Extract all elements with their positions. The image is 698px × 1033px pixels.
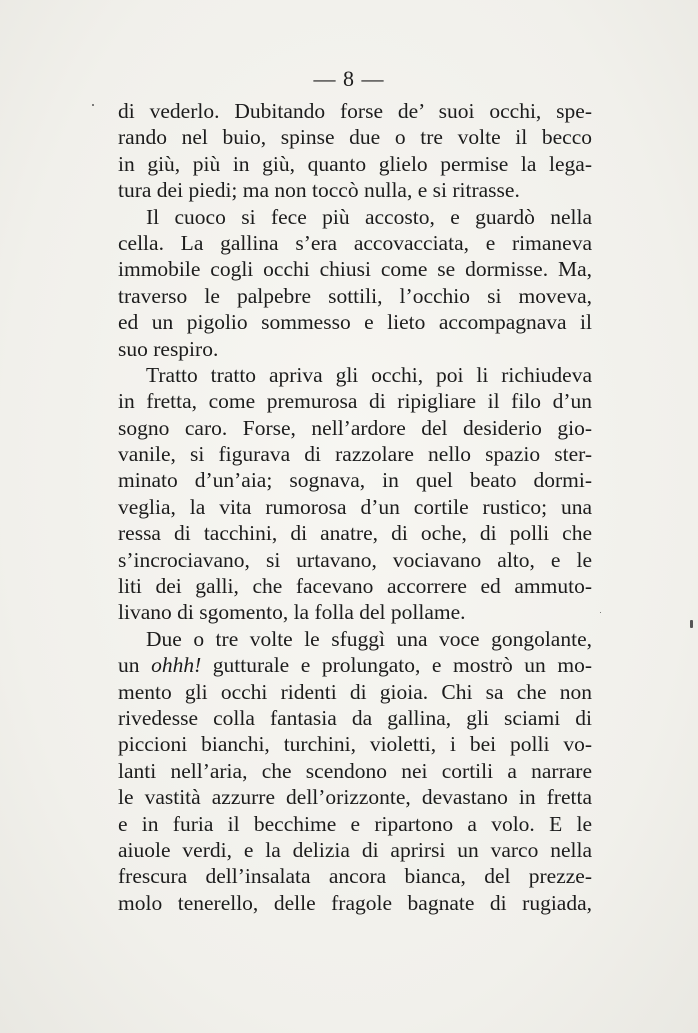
text-line: traverso le palpebre sottili, l’occhio si moveva, — [118, 283, 592, 308]
text-line: frescura dell’insalata ancora bianca, del prezze- — [118, 864, 592, 889]
text-line: cella. La gallina s’era accovacciata, e rimaneva — [118, 230, 592, 255]
text-line: in giù, più in giù, quanto glielo permise la lega- — [118, 151, 592, 176]
text-line: suo respiro. — [118, 336, 219, 361]
text-line: Due o tre volte le sfuggì una voce gongolante, — [146, 626, 592, 651]
text-fragment: un — [118, 653, 152, 678]
text-line: in fretta, come premurosa di ripigliare il filo d’un — [118, 389, 592, 414]
text-line: Il cuoco si fece più accosto, e guardò nella — [146, 204, 592, 229]
text-line: lanti nell’aria, che scendono nei cortili a narrare — [118, 758, 592, 783]
text-line: di vederlo. Dubitando forse de’ suoi occhi, spe- — [118, 99, 592, 123]
text-line: vanile, si figurava di razzolare nello spazio ster- — [118, 442, 592, 467]
text-line: veglia, la vita rumorosa d’un cortile rustico; una — [118, 494, 592, 519]
text-line — [118, 652, 592, 678]
text-line: le vastità azzurre dell’orizzonte, devastano in fretta — [118, 785, 592, 810]
print-speck — [600, 612, 601, 613]
body-text — [118, 98, 592, 916]
text-line: ed un pigolio sommesso e lieto accompagnava il — [118, 310, 592, 335]
text-line: rivedesse colla fantasia da gallina, gli sciami di — [118, 705, 592, 730]
print-speck — [92, 104, 94, 106]
text-line: sogno caro. Forse, nell’ardore del desiderio gio- — [118, 415, 592, 440]
text-line: immobile cogli occhi chiusi come se dormisse. Ma, — [118, 257, 592, 282]
text-line: aiuole verdi, e la delizia di aprirsi un varco nella — [118, 837, 592, 862]
text-line: tura dei piedi; ma non toccò nulla, e si ritrasse. — [118, 178, 520, 203]
text-line: minato d’un’aia; sognava, in quel beato dormi- — [118, 468, 592, 493]
italic-exclamation: ohhh! — [151, 653, 202, 678]
text-line: piccioni bianchi, turchini, violetti, i bei polli vo- — [118, 732, 592, 757]
page-number: — 8 — — [313, 66, 385, 91]
text-fragment: gutturale e prolungato, e mostrò un mo- — [201, 653, 592, 678]
text-line: Tratto tratto apriva gli occhi, poi li richiudeva — [146, 362, 592, 387]
text-line: rando nel buio, spinse due o tre volte il becco — [118, 125, 592, 150]
text-line: liti dei galli, che facevano accorrere ed ammuto- — [118, 574, 592, 599]
text-line: ressa di tacchini, di anatre, di oche, di polli che — [118, 521, 592, 546]
text-line: e in furia il becchime e ripartono a volo. E le — [118, 811, 592, 836]
text-line: mento gli occhi ridenti di gioia. Chi sa che non — [118, 679, 592, 704]
text-line: molo tenerello, delle fragole bagnate di rugiada, — [118, 890, 592, 915]
text-line: livano di sgomento, la folla del pollame. — [118, 600, 466, 625]
text-line: s’incrociavano, si urtavano, vociavano alto, e le — [118, 547, 592, 572]
print-speck — [690, 620, 693, 628]
